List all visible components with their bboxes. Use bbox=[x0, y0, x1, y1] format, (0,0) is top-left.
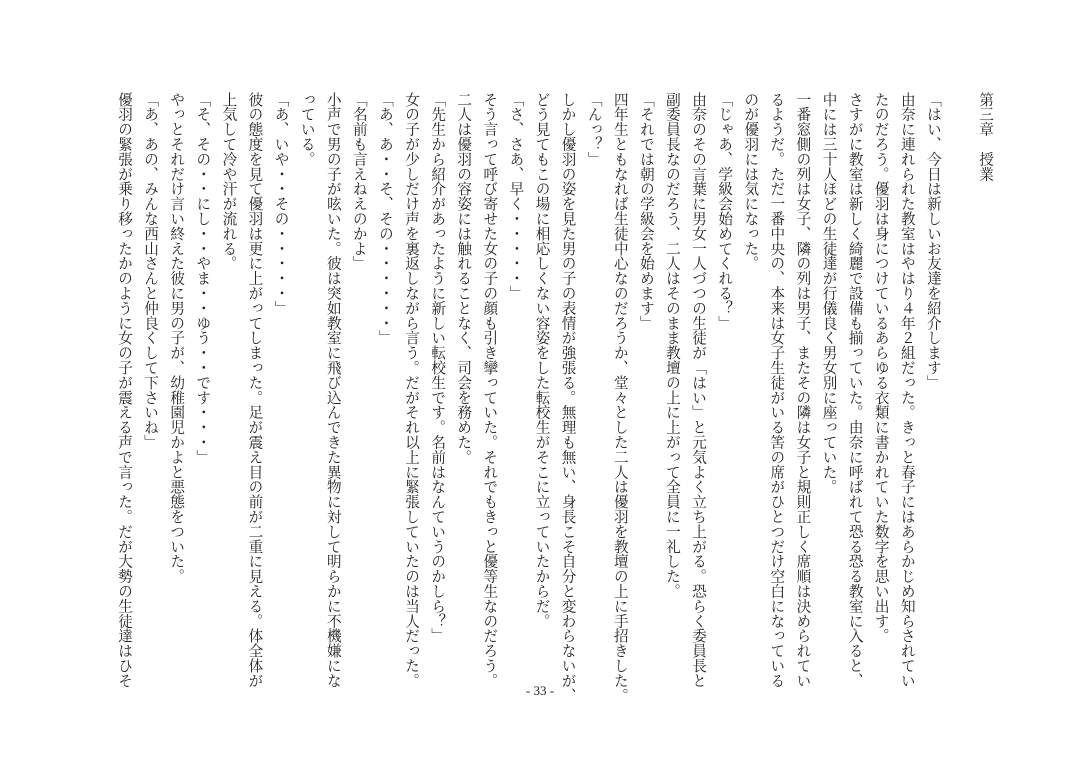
chapter-heading: 第三章 授業 bbox=[977, 92, 994, 182]
text-line: 中には三十人ほどの生徒達が行儀良く男女別に座っていた。 bbox=[820, 92, 838, 495]
text-line: 「名前も言えねえのかよ」 bbox=[350, 92, 368, 271]
text-line: 「さ、さあ、早く・・・・・」 bbox=[507, 92, 525, 301]
text-line: 優羽の緊張が乗り移ったかのように女の子が震える声で言った。だが大勢の生徒達はひそ bbox=[116, 92, 133, 688]
text-line: そう言って呼び寄せた女の子の顔も引き攣っていた。それでもきっと優等生なのだろう。 bbox=[481, 92, 499, 688]
page-number: - 33 - bbox=[525, 683, 555, 698]
text-line: 「あ、あの、みんな西山さんと仲良くして下さいね」 bbox=[142, 92, 160, 450]
text-line: 四年生ともなれば生徒中心なのだろうか、堂々とした二人は優羽を教壇の上に手招きした。 bbox=[611, 92, 629, 703]
text-line: 由奈のその言葉に男女一人づつの生徒が「はい」と元気よく立ち上がる。恐らく委員長と bbox=[690, 92, 708, 688]
text-line: 上気して冷や汗が流れる。 bbox=[220, 92, 238, 271]
text-line: っている。 bbox=[298, 92, 316, 167]
text-line: 副委員長なのだろう、二人はそのまま教壇の上に上がって全員に一礼した。 bbox=[663, 92, 681, 599]
text-line: 「じゃあ、学級会始めてくれる？」 bbox=[716, 92, 734, 331]
text-line: さすがに教室は新しく綺麗で設備も揃っていた。由奈に呼ばれて恐る恐る教室に入ると、 bbox=[846, 92, 864, 688]
text-line: 「先生から紹介があったように新しい転校生です。名前はなんていうのかしら？」 bbox=[429, 92, 447, 644]
text-line: 「んっ？」 bbox=[585, 92, 603, 167]
text-line: やっとそれだけ言い終えた彼に男の子が、幼稚園児かよと悪態をついた。 bbox=[168, 92, 186, 584]
text-line: どう見てもこの場に相応しくない容姿をした転校生がそこに立っていたからだ。 bbox=[533, 92, 551, 629]
text-line: たのだろう。優羽は身につけているあらゆる衣類に書かれていた数字を思い出す。 bbox=[872, 92, 890, 644]
text-line: 「あ、あ・・そ、その・・・・・・」 bbox=[376, 92, 394, 346]
text-line: 「はい、今日は新しいお友達を紹介します」 bbox=[924, 92, 942, 390]
text-line: 彼の態度を見て優羽は更に上がってしまった。足が震え目の前が二重に見える。体全体が bbox=[246, 92, 264, 688]
text-line: のが優羽には気になった。 bbox=[742, 92, 760, 271]
text-line: しかし優羽の姿を見た男の子の表情が強張る。無理も無い、身長こそ自分と変わらないが、 bbox=[559, 92, 577, 703]
text-line: 「それでは朝の学級会を始めます」 bbox=[637, 92, 655, 331]
text-line: 「そ、その・・にし・・やま・・ゆう・・です・・・」 bbox=[194, 92, 212, 465]
text-line: 小声で男の子が呟いた。彼は突如教室に飛び込んできた異物に対して明らかに不機嫌にな bbox=[324, 92, 342, 688]
text-line: 二人は優羽の容姿には触れることなく、司会を務めた。 bbox=[455, 92, 473, 465]
text-line: 由奈に連れられた教室はやはり４年２組だった。きっと春子にはあらかじめ知らされてい bbox=[898, 92, 916, 688]
text-line: 女の子が少しだけ声を裏返しながら言う。だがそれ以上に緊張していたのは当人だった。 bbox=[403, 92, 421, 688]
text-line: 「あ、いや・・その・・・・・」 bbox=[272, 92, 290, 316]
text-line: るようだ。ただ一番中央の、本来は女子生徒がいる筈の席がひとつだけ空白になっている bbox=[768, 92, 786, 688]
text-line: 一番窓側の列は女子、隣の列は男子、またその隣は女子と規則正しく席順は決められてい bbox=[794, 92, 812, 688]
